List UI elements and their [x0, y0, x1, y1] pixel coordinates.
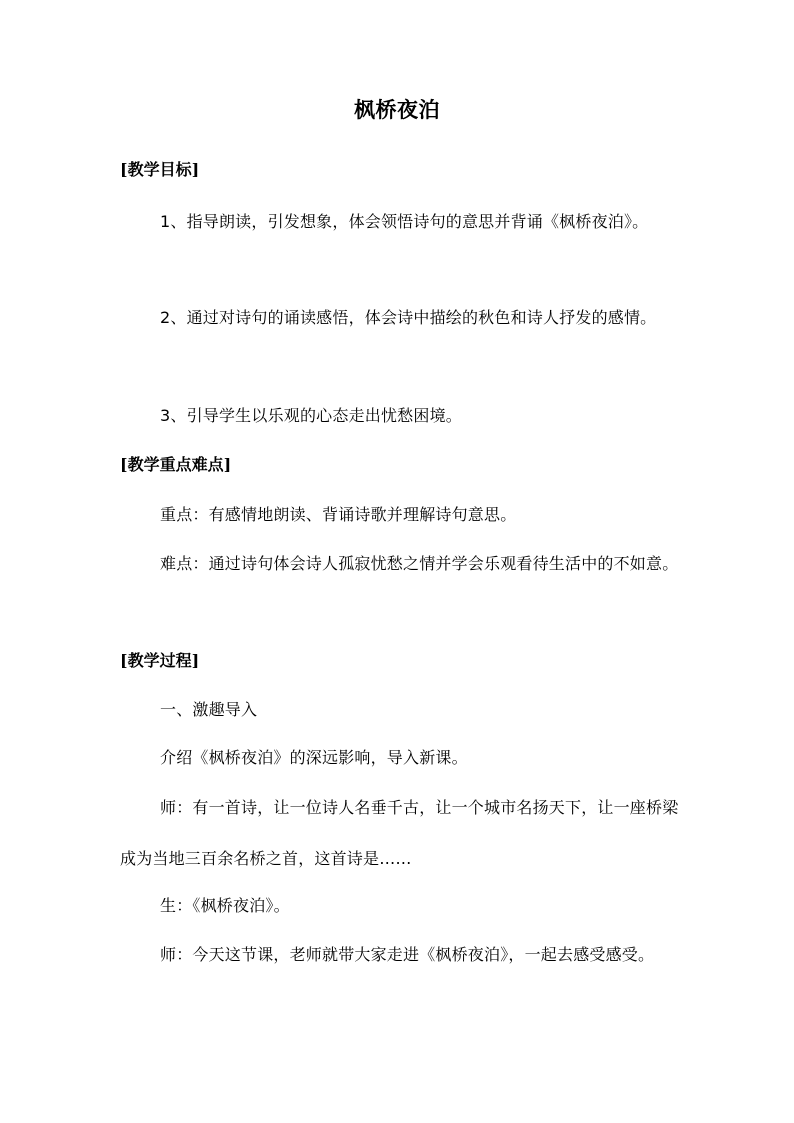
paragraph-introduction: 介绍《枫桥夜泊》的深远影响，导入新课。: [160, 748, 468, 767]
paragraph-objective-1: 1、指导朗读，引发想象，体会领悟诗句的意思并背诵《枫桥夜泊》。: [160, 212, 649, 231]
paragraph-key-point: 重点：有感情地朗读、背诵诗歌并理解诗句意思。: [160, 505, 517, 524]
page-title: 枫桥夜泊: [354, 97, 440, 122]
paragraph-teacher-1: 师：有一首诗，让一位诗人名垂千古，让一个城市名扬天下，让一座桥梁成为当地三百余名桥之首，这首诗是……: [120, 798, 679, 868]
paragraph-teacher-2: 师：今天这节课，老师就带大家走进《枫桥夜泊》，一起去感受感受。: [160, 945, 655, 964]
paragraph-student: 生：《枫桥夜泊》。: [160, 896, 290, 915]
section-heading-process: [教学过程]: [120, 651, 200, 670]
paragraph-difficulty: 难点：通过诗句体会诗人孤寂忧愁之情并学会乐观看待生活中的不如意。: [160, 554, 679, 573]
section-heading-key-points: [教学重点难点]: [120, 455, 232, 474]
section-heading-objectives: [教学目标]: [120, 160, 200, 179]
paragraph-step-intro: 一、激趣导入: [160, 700, 258, 719]
paragraph-objective-2: 2、通过对诗句的诵读感悟，体会诗中描绘的秋色和诗人抒发的感情。: [160, 308, 657, 327]
paragraph-objective-3: 3、引导学生以乐观的心态走出忧愁困境。: [160, 406, 462, 425]
